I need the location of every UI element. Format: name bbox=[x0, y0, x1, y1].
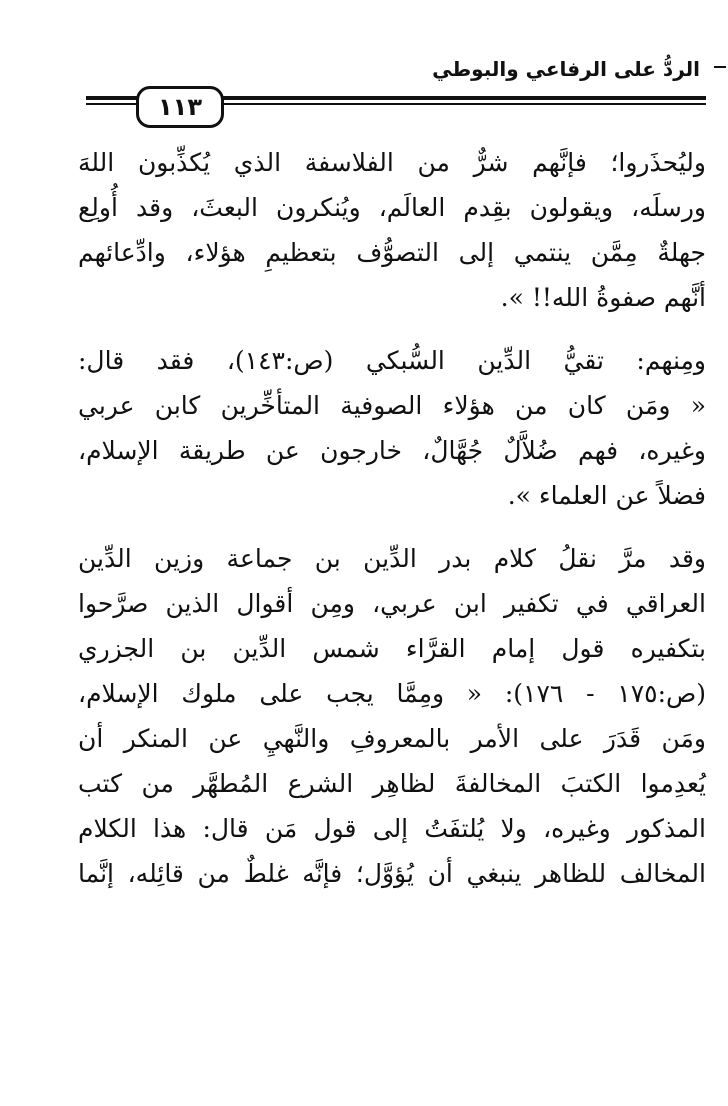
text-line: جهلةٌ مِمَّن ينتمي إلى التصوُّف بتعظيمِ هؤلاء، وادِّعائهم bbox=[78, 238, 706, 267]
header-rule bbox=[86, 86, 706, 126]
text-line: وقد مرَّ نقلُ كلام بدر الدِّين بن جماعة وزين الدِّين bbox=[78, 544, 706, 573]
text-line: يُعدِموا الكتبَ المخالفةَ لظاهِر الشرع المُطهَّر من كتب bbox=[78, 769, 706, 798]
text-line: ومِنهم: تقيُّ الدِّين السُّبكي (ص:١٤٣)، فقد قال: bbox=[78, 346, 707, 375]
text-line: ورسلَه، ويقولون بقِدم العالَم، ويُنكرون البعثَ، وقد أُولِع bbox=[78, 193, 706, 222]
text-line: العراقي في تكفير ابن عربي، ومِن أقوال الذين صرَّحوا bbox=[78, 589, 706, 618]
text-line: فضلاً عن العلماء ». bbox=[507, 481, 706, 510]
text-line: المخالف للظاهر ينبغي أن يُؤوَّل؛ فإنَّه غلطٌ من قائِله، إنَّما bbox=[78, 859, 706, 888]
text-line: (ص:١٧٥ - ١٧٦): « ومِمَّا يجب على ملوك الإسلام، bbox=[78, 679, 706, 708]
text-line: ومَن قَدَرَ على الأمر بالمعروفِ والنَّهيِ عن المنكر أن bbox=[78, 724, 706, 753]
page-edge-mark bbox=[714, 66, 726, 68]
text-line: بتكفيره قول إمام القرَّاء شمس الدِّين بن الجزري bbox=[78, 634, 706, 663]
running-title: الردُّ على الرفاعي والبوطي bbox=[432, 57, 700, 81]
text-line: وليُحذَروا؛ فإنَّهم شرٌّ من الفلاسفة الذي يُكذِّبون اللهَ bbox=[78, 148, 706, 177]
paragraph-gap bbox=[78, 518, 706, 536]
text-line: أنَّهم صفوةُ الله!! ». bbox=[500, 283, 706, 312]
text-line: « ومَن كان من هؤلاء الصوفية المتأخِّرين كابن عربي bbox=[78, 391, 706, 420]
body-text bbox=[78, 140, 706, 896]
text-line: وغيره، فهم ضُلاَّلٌ جُهَّالٌ، خارجون عن طريقة الإسلام، bbox=[78, 436, 706, 465]
text-line: المذكور وغيره، ولا يُلتفَتُ إلى قول مَن قال: هذا الكلام bbox=[78, 814, 706, 843]
page-number: ١١٣ bbox=[136, 86, 224, 128]
paragraph-gap bbox=[78, 320, 706, 338]
